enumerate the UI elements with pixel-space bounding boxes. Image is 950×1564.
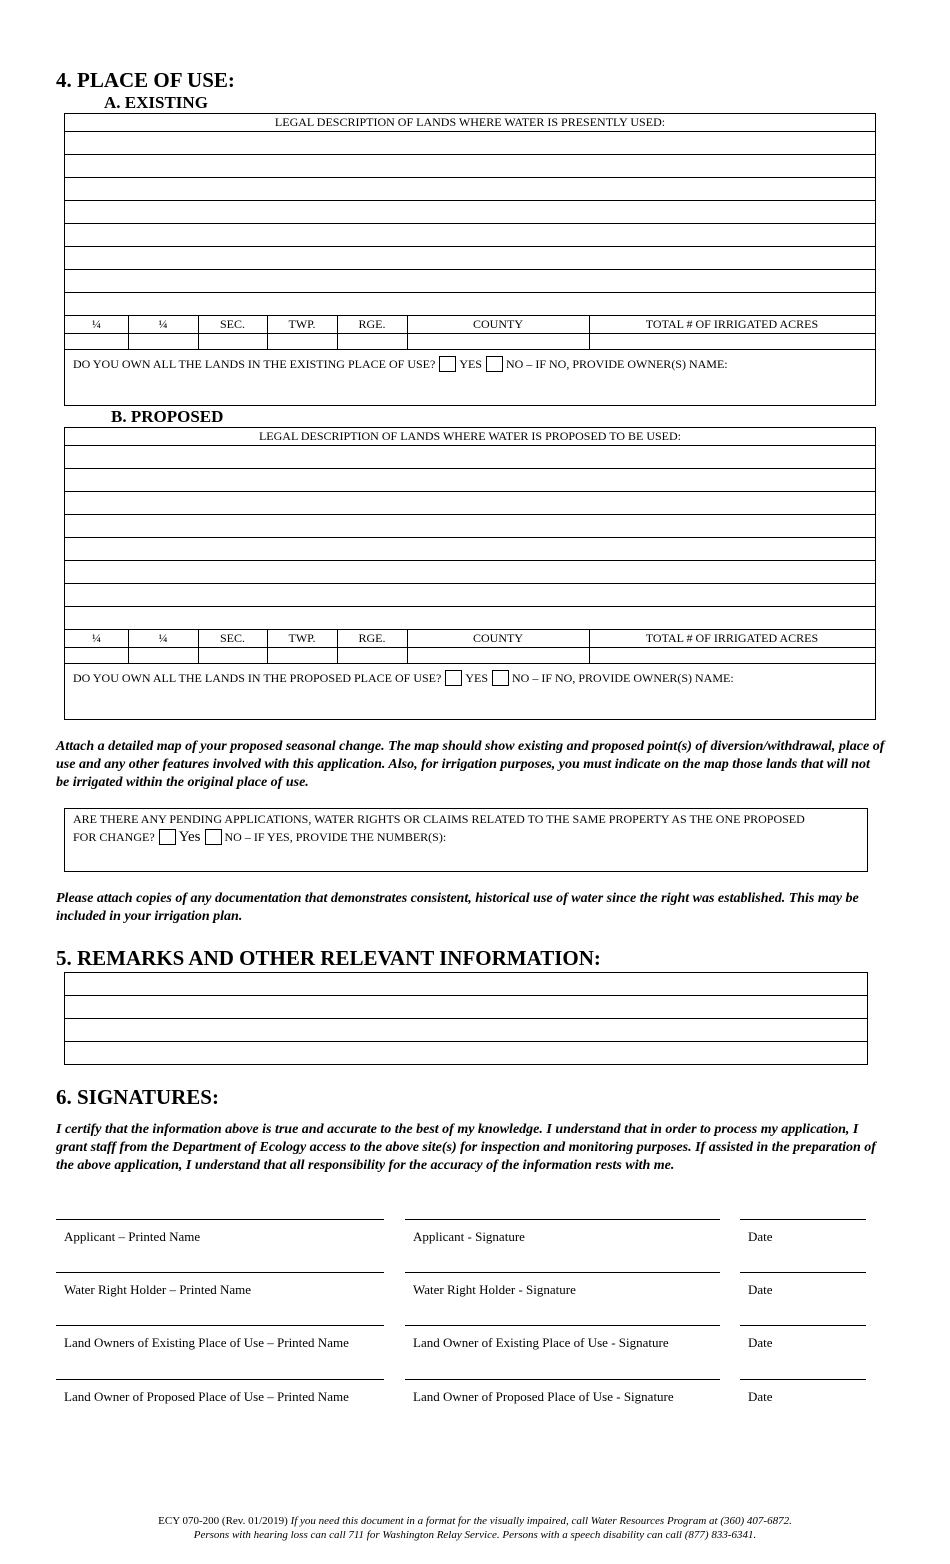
pending-no-label: NO – IF YES, PROVIDE THE NUMBER(S):: [224, 830, 447, 844]
applicant-signature: Applicant - Signature: [413, 1229, 525, 1244]
holder-date: Date: [748, 1282, 773, 1297]
existing-owner-signature: Land Owner of Existing Place of Use - Signature: [413, 1335, 669, 1350]
section-5-title: 5. REMARKS AND OTHER RELEVANT INFORMATION:: [56, 946, 601, 970]
proposed-legal-caption: LEGAL DESCRIPTION OF LANDS WHERE WATER IS PROPOSED TO BE USED:: [258, 429, 682, 443]
footer-line-2: Persons with hearing loss can call 711 for Washington Relay Service. Persons with a speech disability can call (877) 833-6341.: [193, 1529, 757, 1541]
existing-owner-printed-name: Land Owners of Existing Place of Use – Printed Name: [64, 1335, 349, 1350]
col-county: COUNTY: [473, 317, 523, 331]
proposed-owner-date: Date: [748, 1389, 773, 1404]
existing-no-checkbox[interactable]: [486, 356, 503, 372]
history-note: Please attach copies of any documentation that demonstrates consistent, historical use of water since the right was established. This may be included in your irrigation plan.: [56, 891, 859, 924]
existing-heading: A. EXISTING: [104, 93, 208, 112]
existing-yes-label: YES: [459, 357, 482, 371]
section-6-title: 6. SIGNATURES:: [56, 1085, 219, 1109]
col-quarter-2: ¼: [158, 631, 168, 645]
col-quarter-2: ¼: [158, 317, 168, 331]
proposed-yes-checkbox[interactable]: [445, 670, 462, 686]
col-total-acres: TOTAL # OF IRRIGATED ACRES: [645, 631, 819, 645]
proposed-heading: B. PROPOSED: [111, 407, 224, 426]
pending-question-line1: ARE THERE ANY PENDING APPLICATIONS, WATER RIGHTS OR CLAIMS RELATED TO THE SAME PROPERTY AS THE ONE PROPOSED: [73, 812, 805, 826]
existing-table: [64, 113, 876, 406]
certify-statement: I certify that the information above is true and accurate to the best of my knowledge. I understand that in order to process my application, I grant staff from the Department of Ecology access to the above site(s) for inspection and monitoring purposes. If assisted in the preparation of the above application, I understand that all responsibility for the accuracy of the information rests with me.: [56, 1122, 876, 1173]
proposed-own-question-row: [73, 670, 734, 686]
footer-accessibility: If you need this document in a format for the visually impaired, call Water Resources Program at (360) 407-6872.: [290, 1515, 792, 1527]
col-sec: SEC.: [219, 317, 245, 331]
pending-question-row: [73, 829, 446, 846]
map-note: Attach a detailed map of your proposed seasonal change. The map should show existing and proposed point(s) of diversion/withdrawal, place of use and any other features involved with this application. Also, for irrigation purposes, you must indicate on the map those lands that will not be irrigated within the original place of use.: [56, 739, 885, 790]
col-total-acres: TOTAL # OF IRRIGATED ACRES: [645, 317, 819, 331]
applicant-date: Date: [748, 1229, 773, 1244]
holder-signature: Water Right Holder - Signature: [413, 1282, 576, 1297]
existing-own-question: DO YOU OWN ALL THE LANDS IN THE EXISTING PLACE OF USE?: [73, 357, 436, 371]
proposed-owner-printed-name: Land Owner of Proposed Place of Use – Printed Name: [64, 1389, 349, 1404]
pending-no-checkbox[interactable]: [205, 829, 222, 845]
col-quarter-1: ¼: [92, 631, 101, 645]
col-quarter-1: ¼: [92, 317, 101, 331]
col-twp: TWP.: [288, 317, 316, 331]
pending-yes-label: Yes: [178, 829, 201, 845]
existing-legal-caption: LEGAL DESCRIPTION OF LANDS WHERE WATER IS PRESENTLY USED:: [274, 115, 666, 129]
form-id: ECY 070-200 (Rev. 01/2019): [158, 1515, 288, 1527]
pending-applications-box: [64, 808, 868, 872]
footer-line-1: [0, 1514, 950, 1528]
proposed-no-label: NO – IF NO, PROVIDE OWNER(S) NAME:: [512, 671, 734, 685]
pending-question-line2: FOR CHANGE?: [73, 830, 155, 844]
existing-yes-checkbox[interactable]: [439, 356, 456, 372]
existing-owner-date: Date: [748, 1335, 773, 1350]
existing-own-question-row: [73, 356, 728, 372]
proposed-own-question: DO YOU OWN ALL THE LANDS IN THE PROPOSED PLACE OF USE?: [73, 671, 442, 685]
col-rge: RGE.: [358, 631, 386, 645]
section-4-title: 4. PLACE OF USE:: [56, 68, 235, 92]
col-rge: RGE.: [358, 317, 386, 331]
proposed-no-checkbox[interactable]: [492, 670, 509, 686]
proposed-table: [64, 427, 876, 720]
proposed-yes-label: YES: [465, 671, 489, 685]
pending-yes-checkbox[interactable]: [159, 829, 176, 845]
proposed-owner-signature: Land Owner of Proposed Place of Use - Signature: [413, 1389, 674, 1404]
applicant-printed-name: Applicant – Printed Name: [64, 1229, 201, 1244]
holder-printed-name: Water Right Holder – Printed Name: [64, 1282, 252, 1297]
remarks-box[interactable]: [64, 972, 868, 1065]
existing-no-label: NO – IF NO, PROVIDE OWNER(S) NAME:: [505, 357, 728, 371]
col-sec: SEC.: [219, 631, 245, 645]
col-county: COUNTY: [473, 631, 523, 645]
col-twp: TWP.: [288, 631, 316, 645]
